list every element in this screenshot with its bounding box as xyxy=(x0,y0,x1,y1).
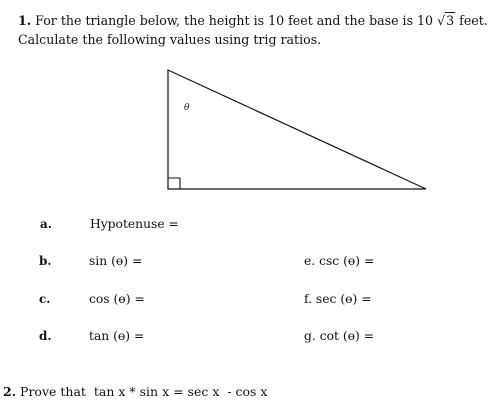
item-a-label: a. xyxy=(40,217,52,231)
question-1-text-end: feet. xyxy=(459,13,488,28)
question-1-line-2: Calculate the following values using trig ratios. xyxy=(18,32,322,47)
item-c-label: c. xyxy=(39,292,51,306)
item-b-sin: sin (ɵ) = xyxy=(89,254,143,268)
question-1-number: 1. xyxy=(18,13,32,28)
right-angle-marker xyxy=(168,178,180,189)
question-2 xyxy=(3,384,267,399)
item-a-hypotenuse: Hypotenuse = xyxy=(90,217,179,231)
question-2-number: 2. xyxy=(3,384,17,399)
question-1-text-start: For the triangle below, the height is 10 feet and the base is 10 xyxy=(35,13,434,28)
item-d-label: d. xyxy=(39,329,52,343)
item-e-csc: e. csc (ɵ) = xyxy=(304,254,375,268)
sqrt-symbol: √ xyxy=(437,13,446,28)
item-b-label: b. xyxy=(39,254,52,268)
triangle-shape xyxy=(168,70,426,189)
item-g-cot: g. cot (ɵ) = xyxy=(304,329,375,343)
sqrt-radicand: 3 xyxy=(446,13,455,28)
item-c-cos: cos (ɵ) = xyxy=(89,292,145,306)
item-d-tan: tan (ɵ) = xyxy=(89,329,145,343)
angle-theta-label: θ xyxy=(184,103,190,113)
question-2-text: Prove that tan x * sin x = sec x - cos x xyxy=(20,384,268,399)
item-f-sec: f. sec (ɵ) = xyxy=(304,292,372,306)
